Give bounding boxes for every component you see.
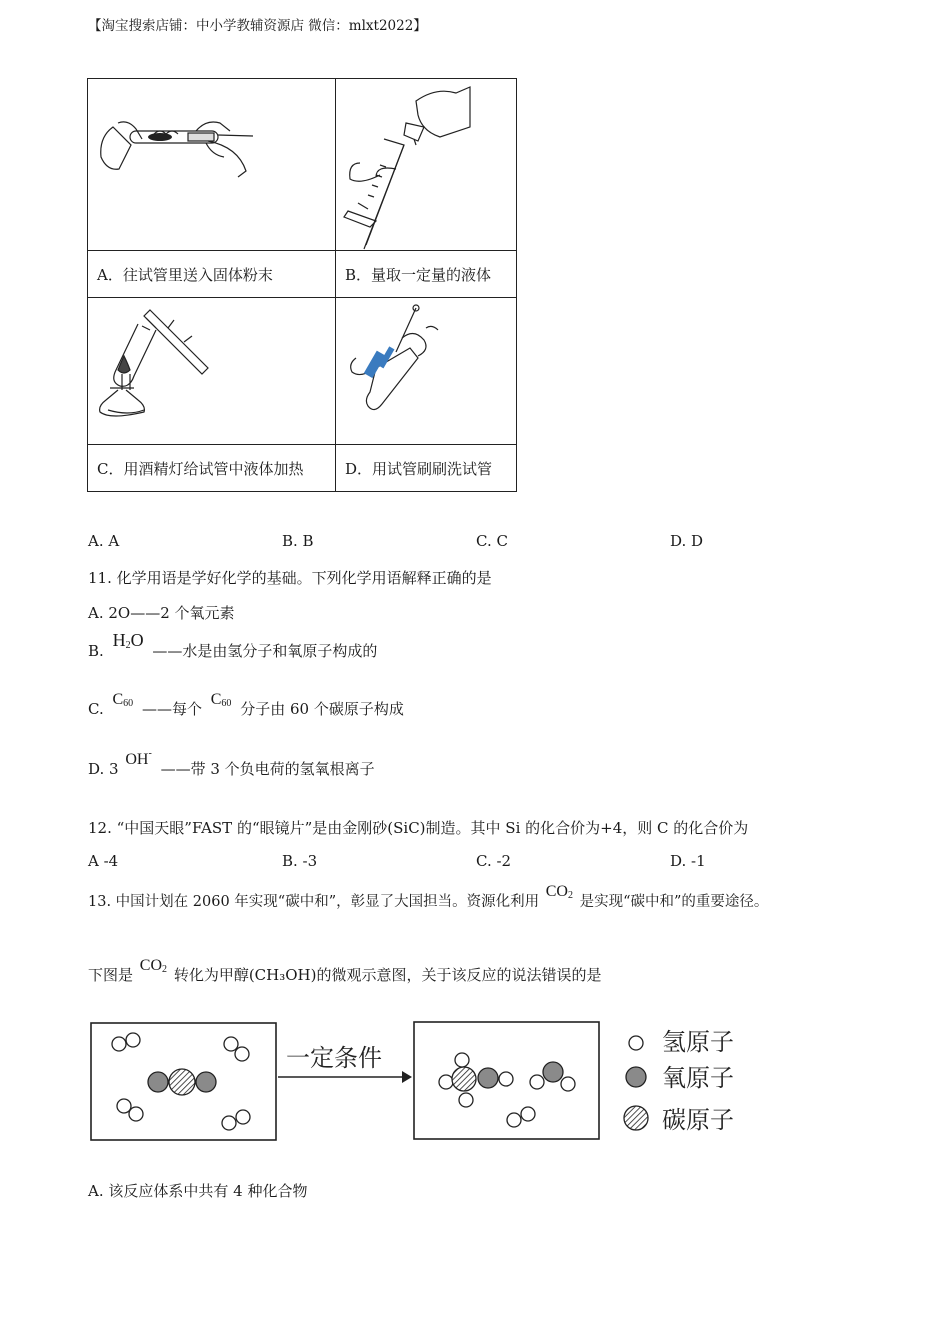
q12-option-b: B. -3 (282, 852, 318, 870)
q10-option-a: A. A (88, 532, 120, 550)
q12-option-d: D. -1 (670, 852, 706, 870)
atom-legend (624, 1028, 734, 1134)
q13-line-2 (88, 957, 602, 985)
hydrogen-legend-label: 氢原子 (662, 1028, 734, 1056)
q11-option-a: A. 2O——2 个氧元素 (88, 604, 235, 622)
experiment-table (87, 78, 517, 492)
carbon-legend-marker (624, 1106, 648, 1130)
caption-c: C．用酒精灯给试管中液体加热 (88, 445, 336, 492)
c60-formula-2: $C_{60}$ (210, 691, 232, 709)
image-cell-d (336, 298, 517, 445)
q13-option-a: A. 该反应体系中共有 4 种化合物 (88, 1182, 308, 1200)
q11-b-label: B. (88, 642, 104, 660)
q13-stem-part-2: 是实现“碳中和”的重要途径。 (579, 894, 769, 910)
image-cell-a (88, 79, 336, 251)
image-cell-c (88, 298, 336, 445)
water-formula: $H_2O$ (112, 630, 144, 651)
oxygen-legend-label: 氧原子 (662, 1064, 734, 1092)
q13-stem (88, 883, 769, 911)
q10-option-c: C. C (476, 532, 508, 550)
q11-stem: 11. 化学用语是学好化学的基础。下列化学用语解释正确的是 (88, 569, 492, 587)
q13-stem-part-1: 13. 中国计划在 2060 年实现“碳中和”，彰显了大国担当。资源化利用 (88, 894, 540, 910)
oxygen-legend-marker (626, 1067, 646, 1087)
q11-option-d (88, 748, 375, 779)
product-molecules (439, 1053, 575, 1127)
q11-c-text-1: ——每个 (141, 700, 202, 718)
q12-option-c: C. -2 (476, 852, 512, 870)
q11-d-text: ——带 3 个负电荷的氢氧根离子 (160, 760, 375, 778)
co2-formula: $CO_2$ (545, 883, 573, 901)
q11-option-c (88, 691, 404, 719)
powder-into-tube-illustration (88, 79, 336, 250)
q10-option-d: D. D (670, 532, 704, 550)
q11-c-text-2: 分子由 60 个碳原子构成 (240, 700, 404, 718)
caption-b: B．量取一定量的液体 (336, 251, 517, 298)
reactant-molecules (112, 1033, 250, 1130)
hydroxide-formula: OH- (125, 748, 152, 768)
alcohol-lamp-heating-illustration (88, 298, 336, 444)
hydrogen-legend-marker (629, 1036, 643, 1050)
tube-brush-illustration (336, 298, 517, 444)
graduated-cylinder-illustration (336, 79, 517, 250)
q11-b-text: ——水是由氢分子和氧原子构成的 (152, 642, 378, 660)
page-header: 【淘宝搜索店铺：中小学教辅资源店 微信：mlxt2022】 (88, 18, 427, 34)
arrow-label: 一定条件 (286, 1044, 382, 1072)
caption-d: D．用试管刷刷洗试管 (336, 445, 517, 492)
q11-c-label: C. (88, 700, 104, 718)
reaction-diagram (86, 1016, 766, 1148)
caption-a: A．往试管里送入固体粉末 (88, 251, 336, 298)
q13-line2-part-2: 转化为甲醇(CH₃OH)的微观示意图，关于该反应的说法错误的是 (173, 966, 602, 984)
carbon-legend-label: 碳原子 (662, 1106, 734, 1134)
q12-stem: 12. “中国天眼”FAST 的“眼镜片”是由金刚砂(SiC)制造。其中 Si 的化合价为+4，则 C 的化合价为 (88, 819, 749, 837)
q13-line2-part-1: 下图是 (88, 966, 134, 984)
arrow-head (402, 1071, 412, 1083)
q10-option-b: B. B (282, 532, 314, 550)
q11-option-b (88, 630, 378, 661)
q11-d-label: D. 3 (88, 760, 119, 778)
image-cell-b (336, 79, 517, 251)
c60-formula: $C_{60}$ (112, 691, 134, 709)
q12-option-a: A -4 (88, 852, 119, 870)
co2-formula-2: $CO_2$ (139, 957, 168, 975)
